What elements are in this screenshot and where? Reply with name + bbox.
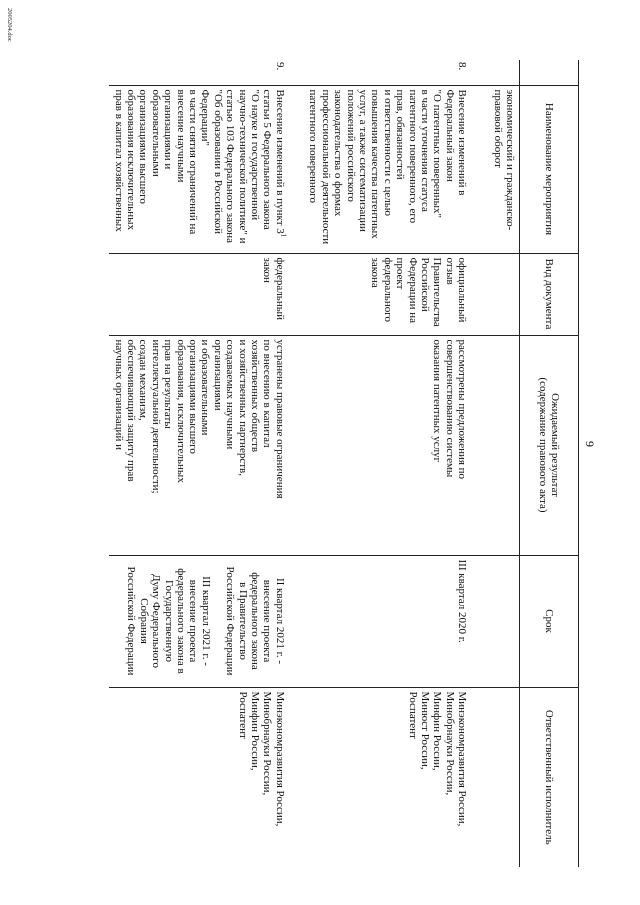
table-header-row — [520, 60, 579, 867]
text-line: II квартал 2021 г. - — [273, 577, 286, 665]
text-line: прав в капитал хозяйственных — [112, 89, 125, 232]
table-row — [109, 60, 289, 867]
text-line: Федерации на — [406, 257, 419, 323]
text-line: по внесению в капитал — [261, 339, 274, 448]
text-line: и хозяйственных партнерств, — [236, 339, 249, 476]
text-line — [274, 90, 286, 249]
table-row — [471, 60, 519, 867]
text-line: интеллектуальной деятельности; — [149, 339, 162, 494]
text-line: Минфин России, — [431, 691, 444, 771]
text-line: Минфин России, — [249, 691, 262, 771]
measure-name-cell — [289, 85, 471, 253]
text-line: услуг, а также систематизации — [356, 89, 369, 232]
text-line: федерального закона в — [175, 568, 188, 674]
text-line: закона — [369, 257, 382, 288]
text-line: Государственную — [162, 580, 175, 662]
text-line: в части снятия ограничений на — [187, 89, 200, 235]
term-cell — [289, 555, 471, 687]
text-line: организациями высшего — [187, 339, 200, 454]
text-line: прав на результаты — [162, 339, 175, 429]
text-line: Думу Федерального — [150, 573, 163, 669]
text-line: Внесение изменений в — [456, 89, 469, 196]
measures-table — [109, 60, 579, 867]
text-line: федерального — [381, 257, 394, 322]
text-line: в части уточнения статуса — [418, 89, 431, 212]
text-line: официальный — [456, 257, 469, 323]
text-line: Минюст России, — [418, 691, 431, 770]
doc-type-cell — [109, 253, 289, 335]
text-line: федеральный — [273, 257, 286, 320]
term-cell — [471, 555, 519, 687]
text-line: Роспатент — [406, 691, 419, 739]
measure-name-cell — [471, 85, 519, 253]
text-line: "О науке и государственной — [249, 89, 262, 221]
text-line: Роспатент — [236, 691, 249, 739]
text-line: внесение проекта — [261, 579, 274, 663]
text-line: организациями — [211, 339, 224, 411]
text-line: оказания патентных услуг — [431, 339, 444, 463]
text-line: Минобрнауки России, — [261, 691, 274, 796]
spacer — [212, 560, 224, 683]
header-result-line: Ожидаемый результат — [549, 393, 562, 497]
header-term: Срок — [520, 555, 579, 687]
text-line: в Правительство — [236, 582, 249, 660]
text-line: правовой оборот — [491, 89, 504, 168]
text-line: патентного поверенного, его — [406, 89, 419, 224]
header-executor: Ответственный исполнитель — [520, 687, 579, 867]
text-line: патентного поверенного — [307, 89, 320, 204]
text-line: III квартал 2021 г. - — [199, 576, 212, 666]
executor-cell — [109, 687, 289, 867]
text-line: законодательства о формах — [332, 89, 345, 217]
text-line: создан механизм, — [137, 339, 150, 421]
text-line: Российской Федерации — [224, 566, 237, 676]
text-line: положений российского — [344, 89, 357, 202]
text-line: совершенствованию системы — [443, 339, 456, 478]
text-line: экономический и гражданско- — [504, 89, 516, 231]
text-line: проект — [394, 257, 407, 290]
text-line: повышения качества патентных — [369, 89, 382, 239]
page-number: 9 — [583, 441, 597, 447]
row-number: 8. — [456, 62, 469, 71]
text-line: научных организаций и — [112, 339, 125, 450]
executor-cell — [471, 687, 519, 867]
text-line: "О патентных поверенных" — [431, 89, 444, 219]
measure-name-cell — [109, 85, 289, 253]
text-line: статьи 5 Федерального закона — [261, 89, 274, 230]
executor-cell — [289, 687, 471, 867]
doc-type-cell — [471, 253, 519, 335]
header-number — [520, 60, 579, 85]
text-line: образования, исключительных — [174, 339, 187, 483]
text-line: и ответственности с целью — [381, 89, 394, 216]
superscript: 1 — [279, 233, 288, 238]
row-number: 9. — [273, 62, 286, 71]
text-line: федерального закона — [249, 572, 262, 670]
text-line: образования исключительных — [125, 89, 138, 231]
text-line: профессиональной деятельности — [319, 89, 332, 245]
header-result — [520, 335, 579, 555]
header-name: Наименование мероприятия — [520, 85, 579, 253]
result-cell — [471, 335, 519, 555]
text-line: и образовательными — [199, 339, 212, 436]
text-line: устранены правовые ограничения — [273, 339, 286, 499]
result-cell — [109, 335, 289, 555]
text-line: Правительства — [431, 257, 444, 327]
text-line: закон — [261, 257, 274, 283]
text-line: Российской Федерации — [125, 566, 138, 676]
text-line: "Об образовании в Российской — [211, 89, 224, 235]
text-line: внесение проекта — [187, 579, 200, 663]
text-line: обеспечивающий защиту прав — [125, 339, 138, 482]
text-line: организациями высшего — [137, 89, 150, 204]
text-line: научно-технической политике" и — [236, 89, 249, 244]
text-line: Минобрнауки России, — [443, 691, 456, 796]
text-line: Федерации" — [199, 89, 212, 146]
text-line: III квартал 2020 г. — [456, 559, 469, 643]
table-row — [289, 60, 471, 867]
text-line: отзыв — [443, 257, 456, 285]
text-line: Минэкономразвития России, — [273, 691, 286, 827]
text-line: рассмотрены предложения по — [456, 339, 469, 480]
text-line: Российской — [418, 257, 431, 312]
header-doc-type: Вид документа — [520, 253, 579, 335]
text-line: прав, обязанностей — [394, 89, 407, 180]
text-line: образовательными — [149, 89, 162, 177]
row-number — [471, 60, 519, 85]
text-line: создаваемых научными — [224, 339, 237, 450]
result-cell — [289, 335, 471, 555]
text-fragment: Внесение изменений в пункт 3 — [273, 89, 286, 234]
text-line: хозяйственных обществ — [249, 339, 262, 453]
text-line: Минэкономразвития России, — [456, 691, 469, 827]
text-line: внесение научными — [174, 89, 187, 183]
file-name-footer: 2005204.doc — [6, 8, 13, 42]
text-line: организациями и — [162, 89, 175, 170]
doc-type-cell — [289, 253, 471, 335]
text-line: Федеральный закон — [443, 89, 456, 182]
header-result-line: (содержание правового акта) — [537, 377, 549, 513]
text-line: статью 103 Федерального закона — [224, 89, 237, 244]
text-line: Собрания — [137, 598, 150, 644]
term-cell — [109, 555, 289, 687]
